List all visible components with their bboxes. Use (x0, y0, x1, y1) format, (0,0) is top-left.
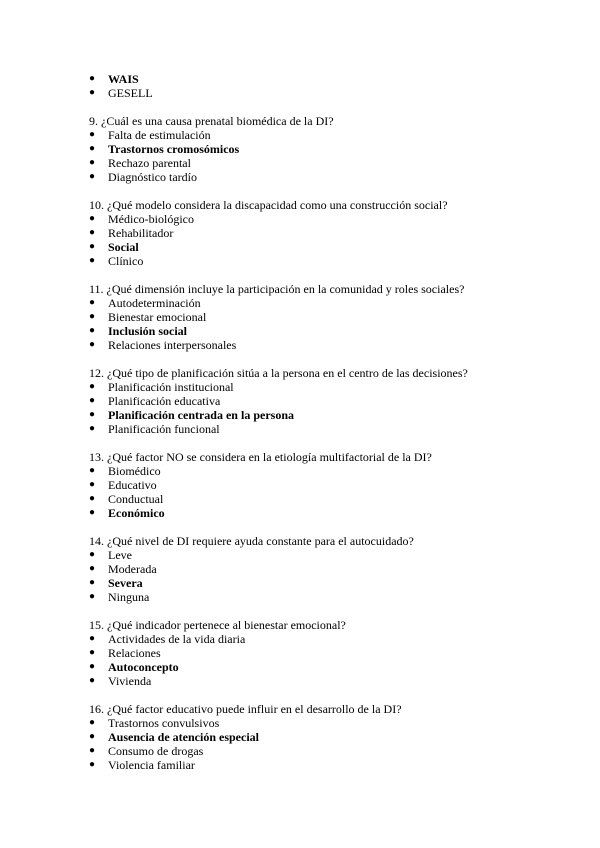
bullet-icon: ● (89, 213, 96, 224)
question-block (89, 198, 569, 268)
bullet-icon: ● (89, 157, 96, 168)
question-text: 16. ¿Qué factor educativo puede influir en el desarrollo de la DI? (89, 702, 402, 716)
option-text: Clínico (108, 254, 144, 268)
option-list (89, 716, 569, 772)
bullet-icon: ● (89, 731, 96, 742)
leading-option-list (89, 72, 569, 100)
question-block (89, 282, 569, 352)
option-item (89, 296, 569, 310)
bullet-icon: ● (89, 479, 96, 490)
option-item (89, 72, 569, 86)
option-text: Bienestar emocional (108, 310, 207, 324)
option-item (89, 310, 569, 324)
option-item (89, 226, 569, 240)
option-text: Planificación funcional (108, 422, 220, 436)
bullet-icon: ● (89, 143, 96, 154)
bullet-icon: ● (89, 759, 96, 770)
option-text: Autodeterminación (108, 296, 201, 310)
bullet-icon: ● (89, 395, 96, 406)
correct-option-text: Autoconcepto (108, 660, 179, 674)
option-list (89, 380, 569, 436)
question-text: 9. ¿Cuál es una causa prenatal biomédica de la DI? (89, 114, 334, 128)
bullet-icon: ● (89, 563, 96, 574)
bullet-icon: ● (89, 297, 96, 308)
correct-option-text: WAIS (108, 72, 139, 86)
option-item (89, 128, 569, 142)
bullet-icon: ● (89, 465, 96, 476)
option-text: Diagnóstico tardío (108, 170, 197, 184)
option-text: Rehabilitador (108, 226, 174, 240)
option-item (89, 506, 569, 520)
bullet-icon: ● (89, 171, 96, 182)
option-item (89, 156, 569, 170)
bullet-icon: ● (89, 227, 96, 238)
option-item (89, 324, 569, 338)
option-item (89, 492, 569, 506)
option-text: Relaciones (108, 646, 161, 660)
bullet-icon: ● (89, 493, 96, 504)
bullet-icon: ● (89, 507, 96, 518)
question-block (89, 366, 569, 436)
question-text: 14. ¿Qué nivel de DI requiere ayuda constante para el autocuidado? (89, 534, 414, 548)
option-list (89, 212, 569, 268)
option-item (89, 744, 569, 758)
option-item (89, 338, 569, 352)
option-text: Relaciones interpersonales (108, 338, 237, 352)
bullet-icon: ● (89, 661, 96, 672)
option-item (89, 142, 569, 156)
bullet-icon: ● (89, 255, 96, 266)
option-text: Educativo (108, 478, 157, 492)
question-block (89, 702, 569, 772)
question-text: 11. ¿Qué dimensión incluye la participación en la comunidad y roles sociales? (89, 282, 465, 296)
option-item (89, 716, 569, 730)
correct-option-text: Trastornos cromosómicos (108, 142, 240, 156)
option-text: Falta de estimulación (108, 128, 211, 142)
question-text: 12. ¿Qué tipo de planificación sitúa a la persona en el centro de las decisiones? (89, 366, 468, 380)
option-item (89, 422, 569, 436)
bullet-icon: ● (89, 647, 96, 658)
bullet-icon: ● (89, 549, 96, 560)
correct-option-text: Inclusión social (108, 324, 188, 338)
bullet-icon: ● (89, 717, 96, 728)
bullet-icon: ● (89, 87, 96, 98)
option-text: Biomédico (108, 464, 161, 478)
bullet-icon: ● (89, 241, 96, 252)
option-list (89, 464, 569, 520)
option-item (89, 758, 569, 772)
option-item (89, 86, 569, 100)
correct-option-text: Planificación centrada en la persona (108, 408, 294, 422)
bullet-icon: ● (89, 745, 96, 756)
option-text: Leve (108, 548, 132, 562)
option-list (89, 548, 569, 604)
correct-option-text: Severa (108, 576, 143, 590)
option-item (89, 660, 569, 674)
question-block (89, 114, 569, 184)
option-item (89, 212, 569, 226)
bullet-icon: ● (89, 381, 96, 392)
option-text: Médico-biológico (108, 212, 194, 226)
option-item (89, 590, 569, 604)
option-list (89, 296, 569, 352)
quiz-content (89, 72, 569, 772)
option-item (89, 646, 569, 660)
correct-option-text: Ausencia de atención especial (108, 730, 259, 744)
option-item (89, 240, 569, 254)
bullet-icon: ● (89, 591, 96, 602)
option-text: Planificación institucional (108, 380, 234, 394)
option-item (89, 478, 569, 492)
bullet-icon: ● (89, 633, 96, 644)
option-item (89, 464, 569, 478)
bullet-icon: ● (89, 577, 96, 588)
bullet-icon: ● (89, 339, 96, 350)
option-text: Moderada (108, 562, 157, 576)
bullet-icon: ● (89, 325, 96, 336)
option-item (89, 730, 569, 744)
option-text: Planificación educativa (108, 394, 221, 408)
option-item (89, 548, 569, 562)
bullet-icon: ● (89, 73, 96, 84)
option-text: Consumo de drogas (108, 744, 204, 758)
option-text: Conductual (108, 492, 164, 506)
option-item (89, 562, 569, 576)
correct-option-text: Económico (108, 506, 165, 520)
question-block (89, 618, 569, 688)
question-block (89, 534, 569, 604)
option-item (89, 576, 569, 590)
bullet-icon: ● (89, 423, 96, 434)
option-item (89, 674, 569, 688)
option-item (89, 408, 569, 422)
option-item (89, 380, 569, 394)
question-text: 15. ¿Qué indicador pertenece al bienestar emocional? (89, 618, 346, 632)
option-list (89, 632, 569, 688)
question-text: 10. ¿Qué modelo considera la discapacidad como una construcción social? (89, 198, 448, 212)
bullet-icon: ● (89, 409, 96, 420)
bullet-icon: ● (89, 311, 96, 322)
option-text: Trastornos convulsivos (108, 716, 220, 730)
option-text: GESELL (108, 86, 153, 100)
option-text: Vivienda (108, 674, 152, 688)
bullet-icon: ● (89, 675, 96, 686)
option-item (89, 170, 569, 184)
question-text: 13. ¿Qué factor NO se considera en la etiología multifactorial de la DI? (89, 450, 432, 464)
option-text: Rechazo parental (108, 156, 191, 170)
option-list (89, 128, 569, 184)
option-text: Violencia familiar (108, 758, 195, 772)
option-item (89, 394, 569, 408)
question-block (89, 450, 569, 520)
bullet-icon: ● (89, 129, 96, 140)
option-text: Ninguna (108, 590, 150, 604)
option-item (89, 254, 569, 268)
correct-option-text: Social (108, 240, 139, 254)
option-item (89, 632, 569, 646)
option-text: Actividades de la vida diaria (108, 632, 246, 646)
